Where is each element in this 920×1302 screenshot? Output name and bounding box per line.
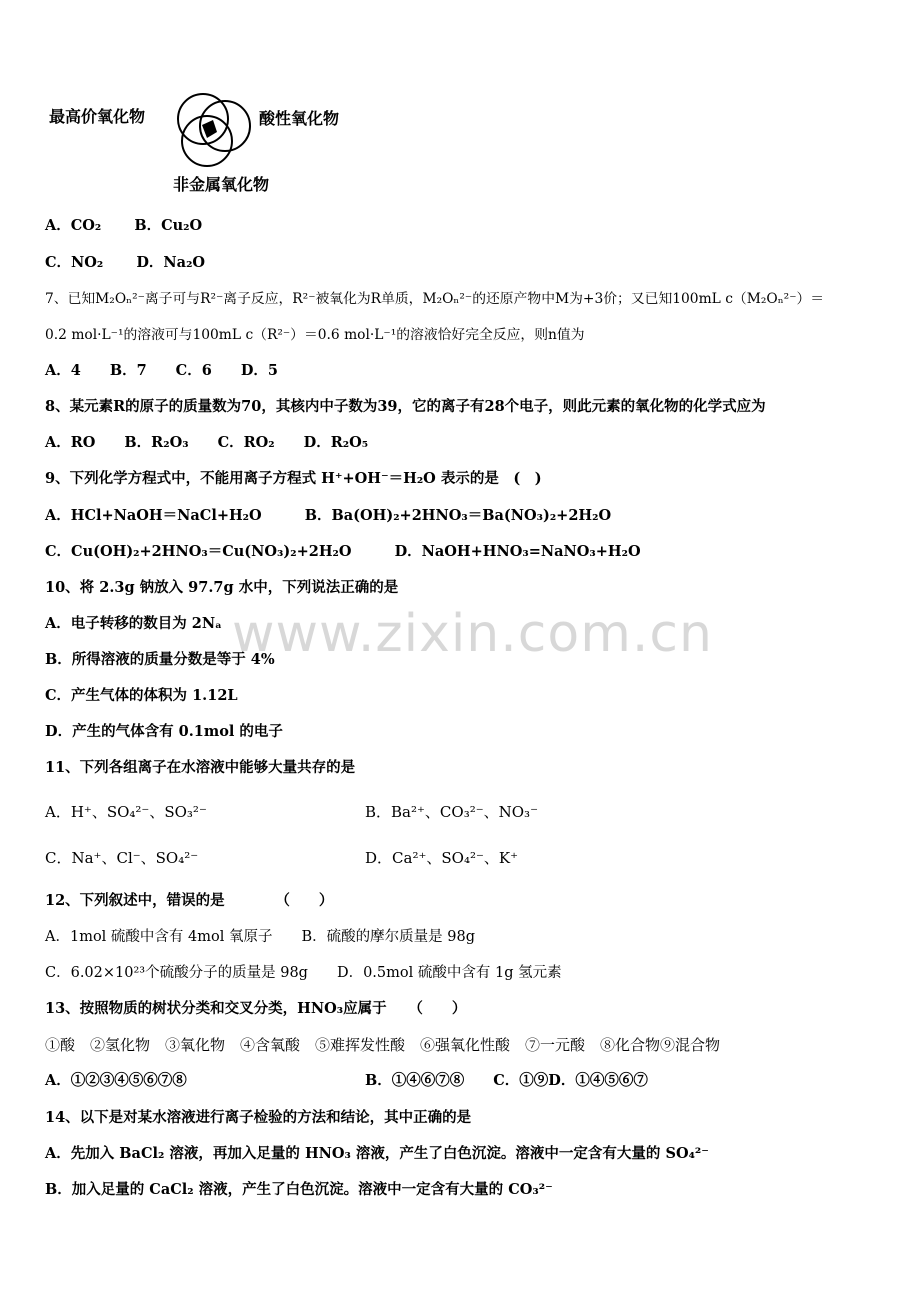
q10-option-d: D．产生的气体含有 0.1mol 的电子 — [45, 723, 283, 740]
q10-option-a: A．电子转移的数目为 2Nₐ — [45, 615, 222, 632]
q14-option-b: B．加入足量的 CaCl₂ 溶液，产生了白色沉淀。溶液中一定含有大量的 CO₃²⁻ — [45, 1181, 553, 1198]
q12-options-ab: A．1mol 硫酸中含有 4mol 氧原子 B．硫酸的摩尔质量是 98g — [45, 929, 475, 945]
q13-options — [45, 1071, 648, 1091]
q13-option-a: A．①②③④⑤⑥⑦⑧ — [45, 1072, 187, 1089]
q11-stem: 11、下列各组离子在水溶液中能够大量共存的是 — [45, 759, 356, 776]
q10-option-b: B．所得溶液的质量分数是等于 4% — [45, 651, 275, 668]
q13-stem: 13、按照物质的树状分类和交叉分类，HNO₃应属于 （ ） — [45, 1000, 467, 1017]
q6-option-b: B．Cu₂O — [134, 217, 203, 234]
q11-options-cd — [45, 848, 519, 868]
q9-options-cd — [45, 542, 641, 562]
q13-options-bcd: B．①④⑥⑦⑧ C．①⑨D．①④⑤⑥⑦ — [365, 1072, 648, 1089]
q9-option-d: D．NaOH+HNO₃=NaNO₃+H₂O — [394, 543, 641, 560]
q9-stem: 9、下列化学方程式中，不能用离子方程式 H⁺+OH⁻＝H₂O 表示的是 ( ) — [45, 470, 542, 487]
q7-stem-line1: 7、已知M₂Oₙ²⁻离子可与R²⁻离子反应，R²⁻被氧化为R单质，M₂Oₙ²⁻的还原产物中M为+3价；又已知100mL c（M₂Oₙ²⁻）＝ — [45, 291, 825, 307]
venn-circles — [169, 92, 279, 172]
q8-options: A．RO B．R₂O₃ C．RO₂ D．R₂O₅ — [45, 434, 369, 451]
q6-options-cd — [45, 253, 205, 273]
label-nonmetal-oxide: 非金属氧化物 — [173, 175, 270, 194]
q9-option-c: C．Cu(OH)₂+2HNO₃＝Cu(NO₃)₂+2H₂O — [45, 543, 352, 560]
q10-stem: 10、将 2.3g 钠放入 97.7g 水中，下列说法正确的是 — [45, 579, 399, 596]
q6-option-a: A．CO₂ — [45, 217, 102, 234]
q12-stem: 12、下列叙述中，错误的是 （ ） — [45, 892, 334, 909]
q14-stem: 14、以下是对某水溶液进行离子检验的方法和结论，其中正确的是 — [45, 1109, 472, 1126]
label-acidic-oxide: 酸性氧化物 — [259, 109, 340, 128]
q11-options-ab — [45, 802, 538, 822]
oxide-venn-diagram — [45, 92, 375, 202]
label-highest-oxide: 最高价氧化物 — [49, 107, 146, 126]
q11-option-b: B．Ba²⁺、CO₃²⁻、NO₃⁻ — [365, 803, 538, 821]
q13-items: ①酸 ②氢化物 ③氧化物 ④含氧酸 ⑤难挥发性酸 ⑥强氧化性酸 ⑦一元酸 ⑧化合物⑨混合物 — [45, 1036, 721, 1054]
q12-options-cd: C．6.02×10²³个硫酸分子的质量是 98g D．0.5mol 硫酸中含有 1g 氢元素 — [45, 965, 562, 981]
q7-options: A．4 B．7 C．6 D．5 — [45, 362, 278, 379]
q11-option-c: C．Na⁺、Cl⁻、SO₄²⁻ — [45, 849, 199, 867]
q14-option-a: A．先加入 BaCl₂ 溶液，再加入足量的 HNO₃ 溶液，产生了白色沉淀。溶液中一定含有大量的 SO₄²⁻ — [45, 1145, 709, 1162]
q9-option-a: A．HCl+NaOH＝NaCl+H₂O — [45, 507, 262, 524]
q9-options-ab — [45, 506, 611, 526]
q11-option-a: A．H⁺、SO₄²⁻、SO₃²⁻ — [45, 803, 207, 821]
q9-option-b: B．Ba(OH)₂+2HNO₃＝Ba(NO₃)₂+2H₂O — [304, 507, 612, 524]
q10-option-c: C．产生气体的体积为 1.12L — [45, 687, 238, 704]
q6-option-d: D．Na₂O — [136, 254, 206, 271]
q8-stem: 8、某元素R的原子的质量数为70，其核内中子数为39，它的离子有28个电子，则此元素的氧化物的化学式应为 — [45, 398, 766, 415]
q6-option-c: C．NO₂ — [45, 254, 104, 271]
watermark: www.zixin.com.cn — [232, 604, 713, 664]
q6-options-ab — [45, 216, 202, 236]
q11-option-d: D．Ca²⁺、SO₄²⁻、K⁺ — [365, 849, 519, 867]
q7-stem-line2: 0.2 mol·L⁻¹的溶液可与100mL c（R²⁻）＝0.6 mol·L⁻¹的溶液恰好完全反应，则n值为 — [45, 327, 585, 343]
